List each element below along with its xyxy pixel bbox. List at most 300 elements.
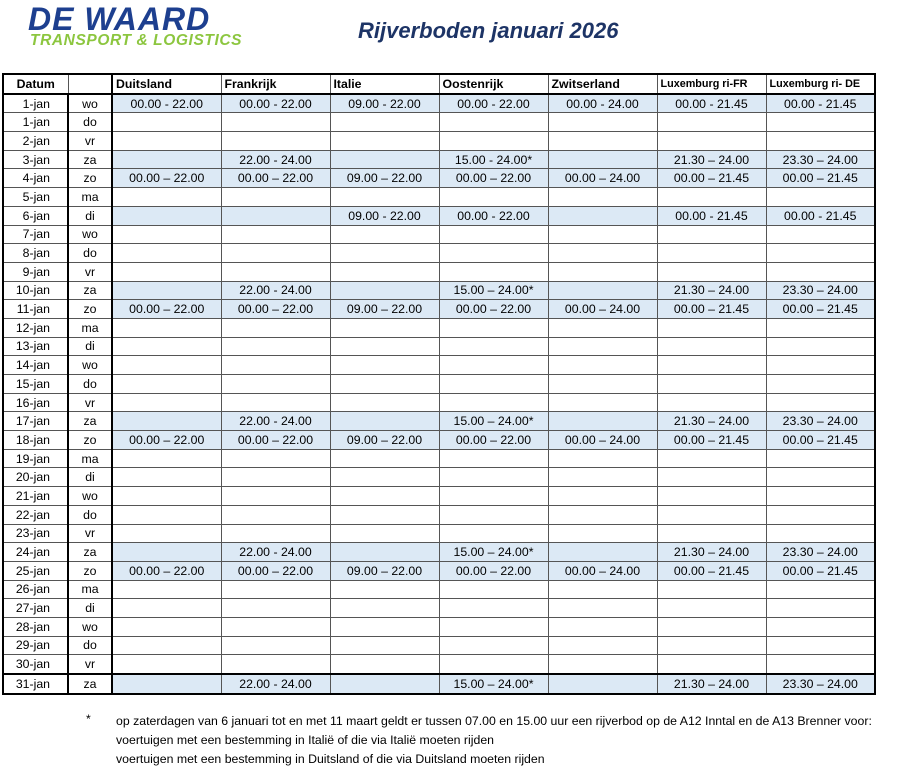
- cell-ban-time: [221, 132, 330, 151]
- cell-ban-time: [766, 449, 875, 468]
- footnote-line: voertuigen met een bestemming in Duitsland of die via Duitsland moeten rijden: [116, 752, 545, 766]
- cell-ban-time: [112, 636, 221, 655]
- cell-ban-time: [439, 375, 548, 394]
- cell-ban-time: [112, 599, 221, 618]
- cell-day: wo: [68, 356, 112, 375]
- cell-ban-time: [548, 487, 657, 506]
- cell-date: 3-jan: [3, 150, 68, 169]
- cell-date: 9-jan: [3, 262, 68, 281]
- cell-ban-time: [657, 636, 766, 655]
- cell-ban-time: [548, 206, 657, 225]
- cell-date: 27-jan: [3, 599, 68, 618]
- cell-ban-time: 00.00 - 24.00: [548, 94, 657, 113]
- cell-ban-time: [657, 356, 766, 375]
- cell-ban-time: 00.00 - 22.00: [439, 94, 548, 113]
- cell-day: vr: [68, 524, 112, 543]
- cell-ban-time: [657, 599, 766, 618]
- cell-ban-time: [548, 655, 657, 674]
- cell-ban-time: [548, 524, 657, 543]
- cell-ban-time: 23.30 – 24.00: [766, 674, 875, 694]
- table-row: [3, 487, 875, 506]
- cell-day: vr: [68, 132, 112, 151]
- cell-ban-time: [766, 524, 875, 543]
- cell-ban-time: [112, 113, 221, 132]
- cell-date: 13-jan: [3, 337, 68, 356]
- cell-day: vr: [68, 655, 112, 674]
- cell-ban-time: [221, 655, 330, 674]
- cell-ban-time: [766, 636, 875, 655]
- cell-date: 31-jan: [3, 674, 68, 694]
- cell-ban-time: [330, 655, 439, 674]
- cell-ban-time: [330, 674, 439, 694]
- footnote-line: voertuigen met een bestemming in Italië of die via Italië moeten rijden: [116, 733, 494, 747]
- cell-ban-time: 23.30 – 24.00: [766, 412, 875, 431]
- cell-ban-time: [330, 281, 439, 300]
- cell-ban-time: [330, 449, 439, 468]
- cell-ban-time: [766, 599, 875, 618]
- cell-day: di: [68, 337, 112, 356]
- cell-date: 18-jan: [3, 431, 68, 450]
- cell-date: 15-jan: [3, 375, 68, 394]
- cell-day: wo: [68, 617, 112, 636]
- cell-ban-time: [766, 244, 875, 263]
- cell-ban-time: [112, 225, 221, 244]
- cell-ban-time: [112, 468, 221, 487]
- table-row: [3, 113, 875, 132]
- cell-ban-time: [221, 225, 330, 244]
- cell-ban-time: [112, 244, 221, 263]
- cell-ban-time: 00.00 – 21.45: [766, 169, 875, 188]
- cell-ban-time: [548, 262, 657, 281]
- cell-day: za: [68, 150, 112, 169]
- cell-ban-time: [548, 318, 657, 337]
- cell-ban-time: [439, 393, 548, 412]
- cell-ban-time: [221, 318, 330, 337]
- cell-ban-time: [439, 244, 548, 263]
- cell-ban-time: [548, 188, 657, 207]
- cell-date: 28-jan: [3, 617, 68, 636]
- cell-ban-time: [221, 599, 330, 618]
- cell-ban-time: [221, 337, 330, 356]
- cell-ban-time: 15.00 – 24.00*: [439, 674, 548, 694]
- cell-ban-time: [221, 206, 330, 225]
- cell-ban-time: [112, 281, 221, 300]
- table-row: [3, 617, 875, 636]
- cell-ban-time: [221, 393, 330, 412]
- cell-ban-time: 09.00 – 22.00: [330, 431, 439, 450]
- cell-ban-time: 00.00 - 22.00: [221, 94, 330, 113]
- cell-ban-time: 00.00 - 22.00: [439, 206, 548, 225]
- table-row: [3, 132, 875, 151]
- cell-ban-time: [221, 580, 330, 599]
- cell-ban-time: 09.00 – 22.00: [330, 169, 439, 188]
- cell-ban-time: [548, 674, 657, 694]
- cell-ban-time: 09.00 - 22.00: [330, 206, 439, 225]
- cell-ban-time: [439, 225, 548, 244]
- cell-day: zo: [68, 169, 112, 188]
- cell-ban-time: 22.00 - 24.00: [221, 281, 330, 300]
- cell-ban-time: [221, 524, 330, 543]
- table-row: [3, 300, 875, 319]
- cell-ban-time: [112, 580, 221, 599]
- cell-ban-time: [221, 636, 330, 655]
- cell-day: ma: [68, 449, 112, 468]
- cell-ban-time: [766, 318, 875, 337]
- cell-ban-time: 00.00 – 22.00: [112, 431, 221, 450]
- cell-ban-time: [548, 580, 657, 599]
- cell-ban-time: 00.00 – 21.45: [657, 169, 766, 188]
- cell-day: do: [68, 244, 112, 263]
- cell-ban-time: [330, 225, 439, 244]
- table-row: [3, 94, 875, 113]
- cell-ban-time: 00.00 – 22.00: [112, 561, 221, 580]
- header-oostenrijk: Oostenrijk: [439, 74, 548, 94]
- cell-ban-time: [439, 318, 548, 337]
- cell-day: za: [68, 674, 112, 694]
- cell-ban-time: [112, 318, 221, 337]
- cell-day: di: [68, 206, 112, 225]
- cell-ban-time: [657, 393, 766, 412]
- cell-date: 12-jan: [3, 318, 68, 337]
- table-row: [3, 188, 875, 207]
- cell-day: di: [68, 468, 112, 487]
- cell-ban-time: [657, 505, 766, 524]
- cell-day: zo: [68, 431, 112, 450]
- cell-ban-time: [548, 505, 657, 524]
- table-row: [3, 375, 875, 394]
- cell-date: 14-jan: [3, 356, 68, 375]
- table-row: [3, 468, 875, 487]
- cell-ban-time: 23.30 – 24.00: [766, 543, 875, 562]
- cell-ban-time: 00.00 – 22.00: [439, 431, 548, 450]
- cell-ban-time: [112, 412, 221, 431]
- cell-ban-time: 22.00 - 24.00: [221, 150, 330, 169]
- table-row: [3, 262, 875, 281]
- cell-date: 17-jan: [3, 412, 68, 431]
- cell-ban-time: [766, 356, 875, 375]
- table-row: [3, 524, 875, 543]
- cell-ban-time: [221, 244, 330, 263]
- cell-ban-time: [112, 132, 221, 151]
- cell-ban-time: 22.00 - 24.00: [221, 412, 330, 431]
- cell-ban-time: 00.00 - 22.00: [112, 94, 221, 113]
- header-zwitserland: Zwitserland: [548, 74, 657, 94]
- cell-ban-time: [221, 375, 330, 394]
- cell-ban-time: [766, 375, 875, 394]
- cell-ban-time: [439, 487, 548, 506]
- cell-date: 5-jan: [3, 188, 68, 207]
- cell-ban-time: [439, 337, 548, 356]
- cell-ban-time: [330, 318, 439, 337]
- table-row: [3, 561, 875, 580]
- cell-ban-time: 09.00 – 22.00: [330, 561, 439, 580]
- header-italie: Italie: [330, 74, 439, 94]
- cell-ban-time: [330, 150, 439, 169]
- driving-ban-table: [2, 73, 876, 695]
- cell-date: 6-jan: [3, 206, 68, 225]
- cell-ban-time: [548, 468, 657, 487]
- cell-ban-time: 00.00 - 21.45: [657, 94, 766, 113]
- cell-ban-time: 00.00 - 21.45: [657, 206, 766, 225]
- cell-ban-time: [330, 244, 439, 263]
- cell-day: za: [68, 412, 112, 431]
- cell-ban-time: 00.00 – 22.00: [439, 169, 548, 188]
- cell-ban-time: 00.00 – 21.45: [657, 431, 766, 450]
- cell-ban-time: [439, 599, 548, 618]
- cell-ban-time: [548, 281, 657, 300]
- cell-date: 23-jan: [3, 524, 68, 543]
- cell-day: zo: [68, 561, 112, 580]
- cell-ban-time: 09.00 – 22.00: [330, 300, 439, 319]
- cell-ban-time: [548, 636, 657, 655]
- cell-ban-time: 00.00 – 22.00: [221, 561, 330, 580]
- cell-ban-time: [221, 487, 330, 506]
- cell-ban-time: [657, 113, 766, 132]
- cell-ban-time: [112, 524, 221, 543]
- cell-date: 20-jan: [3, 468, 68, 487]
- cell-ban-time: [112, 487, 221, 506]
- cell-day: wo: [68, 94, 112, 113]
- cell-day: za: [68, 543, 112, 562]
- cell-ban-time: 15.00 – 24.00*: [439, 412, 548, 431]
- cell-ban-time: 21.30 – 24.00: [657, 543, 766, 562]
- cell-ban-time: [548, 150, 657, 169]
- cell-ban-time: [439, 655, 548, 674]
- cell-ban-time: [657, 132, 766, 151]
- cell-ban-time: [330, 543, 439, 562]
- footnote-marker: *: [86, 712, 91, 726]
- table-row: [3, 169, 875, 188]
- cell-ban-time: [548, 449, 657, 468]
- cell-ban-time: [112, 150, 221, 169]
- table-row: [3, 318, 875, 337]
- cell-ban-time: [766, 393, 875, 412]
- table-row: [3, 655, 875, 674]
- cell-ban-time: 23.30 – 24.00: [766, 281, 875, 300]
- cell-date: 29-jan: [3, 636, 68, 655]
- cell-ban-time: 00.00 – 22.00: [221, 169, 330, 188]
- cell-ban-time: [330, 636, 439, 655]
- cell-ban-time: [439, 132, 548, 151]
- cell-date: 25-jan: [3, 561, 68, 580]
- cell-ban-time: 09.00 - 22.00: [330, 94, 439, 113]
- cell-ban-time: [766, 655, 875, 674]
- cell-ban-time: [657, 487, 766, 506]
- cell-ban-time: [766, 337, 875, 356]
- cell-ban-time: [112, 375, 221, 394]
- cell-ban-time: [548, 225, 657, 244]
- cell-ban-time: [221, 468, 330, 487]
- cell-ban-time: [330, 412, 439, 431]
- cell-ban-time: [112, 543, 221, 562]
- table-row: [3, 150, 875, 169]
- cell-ban-time: 00.00 – 21.45: [766, 300, 875, 319]
- cell-date: 22-jan: [3, 505, 68, 524]
- table-row: [3, 543, 875, 562]
- cell-ban-time: 15.00 - 24.00*: [439, 150, 548, 169]
- cell-ban-time: [330, 375, 439, 394]
- logo-tagline: TRANSPORT & LOGISTICS: [30, 32, 243, 49]
- cell-ban-time: [657, 225, 766, 244]
- cell-ban-time: [766, 505, 875, 524]
- cell-ban-time: [112, 206, 221, 225]
- cell-ban-time: 00.00 – 24.00: [548, 169, 657, 188]
- cell-ban-time: [548, 356, 657, 375]
- cell-date: 26-jan: [3, 580, 68, 599]
- cell-ban-time: [548, 543, 657, 562]
- cell-ban-time: 00.00 – 21.45: [657, 561, 766, 580]
- cell-ban-time: [548, 132, 657, 151]
- company-logo: [28, 2, 308, 54]
- cell-ban-time: 00.00 – 22.00: [439, 561, 548, 580]
- table-row: [3, 244, 875, 263]
- cell-ban-time: [766, 580, 875, 599]
- table-row: [3, 281, 875, 300]
- cell-ban-time: [657, 468, 766, 487]
- cell-date: 2-jan: [3, 132, 68, 151]
- cell-ban-time: [112, 188, 221, 207]
- cell-ban-time: 15.00 – 24.00*: [439, 543, 548, 562]
- cell-ban-time: [221, 188, 330, 207]
- cell-date: 7-jan: [3, 225, 68, 244]
- table-row: [3, 356, 875, 375]
- cell-ban-time: [112, 674, 221, 694]
- cell-ban-time: [439, 113, 548, 132]
- cell-ban-time: [766, 262, 875, 281]
- header-luxemburg-fr: Luxemburg ri-FR: [657, 74, 766, 94]
- cell-ban-time: [657, 524, 766, 543]
- footnote-line: op zaterdagen van 6 januari tot en met 11 maart geldt er tussen 07.00 en 15.00 uur een rijverbod op de A12 Inntal en de A13 Brenner voor:: [116, 714, 872, 728]
- cell-date: 4-jan: [3, 169, 68, 188]
- table-row: [3, 636, 875, 655]
- cell-ban-time: [330, 393, 439, 412]
- cell-ban-time: [330, 524, 439, 543]
- table-row: [3, 449, 875, 468]
- cell-ban-time: [439, 356, 548, 375]
- cell-ban-time: [766, 188, 875, 207]
- cell-date: 30-jan: [3, 655, 68, 674]
- cell-day: di: [68, 599, 112, 618]
- cell-ban-time: 22.00 - 24.00: [221, 543, 330, 562]
- cell-date: 21-jan: [3, 487, 68, 506]
- cell-ban-time: [439, 505, 548, 524]
- cell-date: 1-jan: [3, 94, 68, 113]
- header-duitsland: Duitsland: [112, 74, 221, 94]
- cell-ban-time: 23.30 – 24.00: [766, 150, 875, 169]
- header-date: Datum: [3, 74, 68, 94]
- cell-ban-time: [112, 617, 221, 636]
- cell-day: zo: [68, 300, 112, 319]
- cell-ban-time: [657, 337, 766, 356]
- cell-ban-time: [548, 599, 657, 618]
- cell-ban-time: [112, 449, 221, 468]
- cell-day: do: [68, 375, 112, 394]
- cell-ban-time: 21.30 – 24.00: [657, 674, 766, 694]
- cell-ban-time: [221, 262, 330, 281]
- cell-ban-time: [657, 262, 766, 281]
- cell-ban-time: [766, 617, 875, 636]
- cell-day: ma: [68, 188, 112, 207]
- cell-ban-time: [112, 337, 221, 356]
- cell-ban-time: [548, 375, 657, 394]
- cell-ban-time: [439, 636, 548, 655]
- cell-ban-time: 00.00 – 21.45: [657, 300, 766, 319]
- cell-ban-time: [439, 449, 548, 468]
- cell-ban-time: [766, 487, 875, 506]
- table-row: [3, 599, 875, 618]
- cell-ban-time: 00.00 – 24.00: [548, 300, 657, 319]
- cell-ban-time: [221, 356, 330, 375]
- page-title: Rijverboden januari 2026: [358, 18, 619, 43]
- cell-ban-time: 00.00 – 21.45: [766, 431, 875, 450]
- cell-day: do: [68, 113, 112, 132]
- cell-ban-time: [330, 188, 439, 207]
- cell-day: vr: [68, 393, 112, 412]
- cell-ban-time: 15.00 – 24.00*: [439, 281, 548, 300]
- cell-ban-time: [221, 449, 330, 468]
- cell-ban-time: [657, 318, 766, 337]
- logo-wordmark: DE WAARD: [28, 1, 211, 37]
- table-row: [3, 505, 875, 524]
- cell-day: ma: [68, 318, 112, 337]
- cell-ban-time: 00.00 – 24.00: [548, 431, 657, 450]
- cell-ban-time: [548, 617, 657, 636]
- cell-ban-time: [330, 580, 439, 599]
- cell-ban-time: [548, 393, 657, 412]
- cell-ban-time: 00.00 – 21.45: [766, 561, 875, 580]
- cell-ban-time: 21.30 – 24.00: [657, 281, 766, 300]
- cell-ban-time: [112, 505, 221, 524]
- table-row: [3, 412, 875, 431]
- cell-ban-time: [657, 244, 766, 263]
- cell-date: 19-jan: [3, 449, 68, 468]
- cell-date: 8-jan: [3, 244, 68, 263]
- cell-ban-time: 00.00 - 21.45: [766, 206, 875, 225]
- cell-ban-time: [766, 225, 875, 244]
- table-row: [3, 393, 875, 412]
- header-row: [3, 74, 875, 94]
- cell-ban-time: 21.30 – 24.00: [657, 150, 766, 169]
- cell-ban-time: [330, 337, 439, 356]
- cell-ban-time: [657, 375, 766, 394]
- cell-ban-time: [330, 468, 439, 487]
- cell-ban-time: [657, 580, 766, 599]
- cell-ban-time: [657, 617, 766, 636]
- cell-ban-time: [330, 505, 439, 524]
- cell-day: ma: [68, 580, 112, 599]
- cell-ban-time: 00.00 – 22.00: [221, 431, 330, 450]
- cell-day: wo: [68, 487, 112, 506]
- cell-ban-time: [112, 655, 221, 674]
- cell-ban-time: 00.00 – 22.00: [112, 300, 221, 319]
- cell-date: 11-jan: [3, 300, 68, 319]
- cell-ban-time: [112, 393, 221, 412]
- cell-ban-time: [330, 487, 439, 506]
- header-luxemburg-de: Luxemburg ri- DE: [766, 74, 875, 94]
- cell-ban-time: [330, 113, 439, 132]
- header-frankrijk: Frankrijk: [221, 74, 330, 94]
- cell-ban-time: 00.00 – 22.00: [439, 300, 548, 319]
- cell-ban-time: 22.00 - 24.00: [221, 674, 330, 694]
- cell-ban-time: [439, 262, 548, 281]
- cell-ban-time: [439, 524, 548, 543]
- cell-ban-time: [112, 262, 221, 281]
- cell-ban-time: [439, 468, 548, 487]
- cell-ban-time: [657, 655, 766, 674]
- cell-ban-time: 00.00 – 22.00: [112, 169, 221, 188]
- table-row: [3, 674, 875, 694]
- cell-date: 24-jan: [3, 543, 68, 562]
